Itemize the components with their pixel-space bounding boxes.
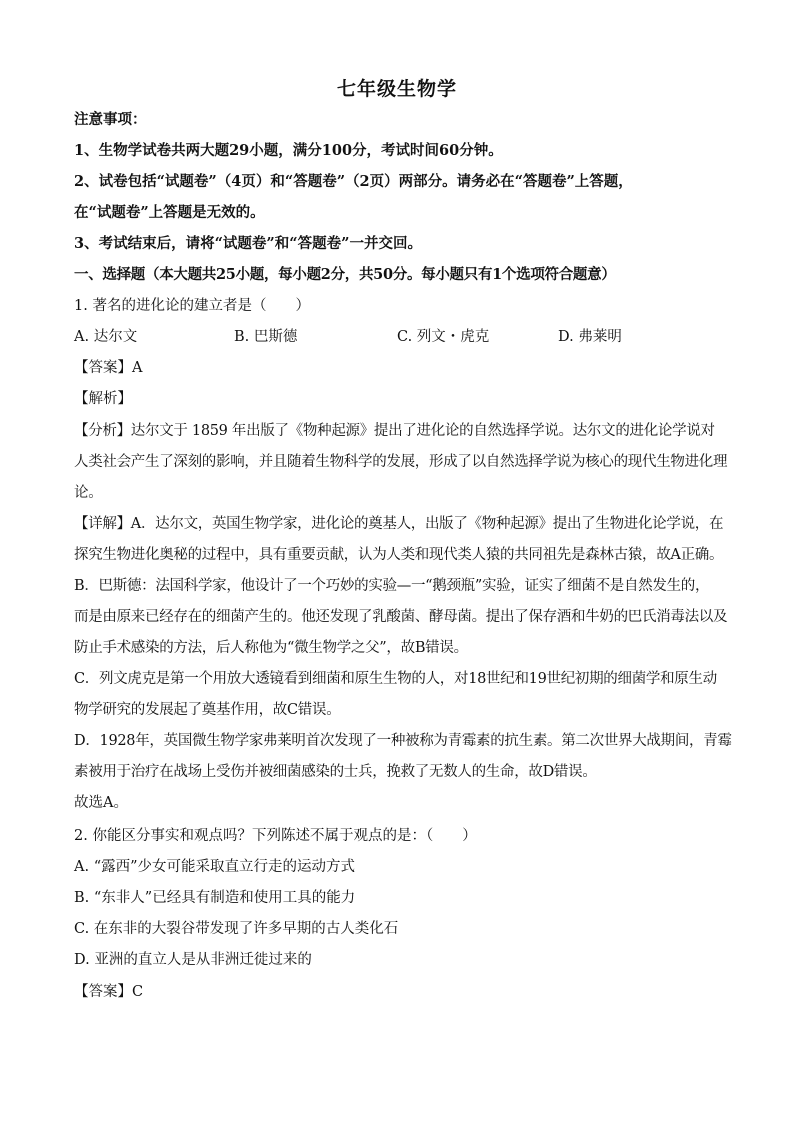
notice-item-2-cont: 在“试题卷”上答题是无效的。 xyxy=(74,204,265,221)
q1-analysis-line: 物学研究的发展起了奠基作用，故C错误。 xyxy=(74,702,341,718)
notice-heading: 注意事项： xyxy=(74,111,147,128)
q1-answer: 【答案】A xyxy=(74,360,143,376)
q1-analysis-line: C．列文虎克是第一个用放大透镜看到细菌和原生生物的人，对18世纪和19世纪初期的细菌学和原生动 xyxy=(74,671,717,687)
q1-analysis-line: D．1928年，英国微生物学家弗莱明首次发现了一种被称为青霉素的抗生素。第二次世界大战期间，青霉 xyxy=(74,733,732,749)
q2-stem: 2. 你能区分事实和观点吗？下列陈述不属于观点的是：（ ） xyxy=(74,828,477,844)
notice-item-3: 3、考试结束后，请将“试题卷”和“答题卷”一并交回。 xyxy=(74,235,422,252)
q1-analysis-line: 【详解】A．达尔文，英国生物学家，进化论的奠基人，出版了《物种起源》提出了生物进化论学说，在 xyxy=(74,516,724,532)
q1-option-b: B. 巴斯德 xyxy=(234,329,298,345)
q2-option-a: A. “露西”少女可能采取直立行走的运动方式 xyxy=(74,859,356,875)
q1-stem: 1. 著名的进化论的建立者是（ ） xyxy=(74,298,310,314)
q1-option-c: C. 列文・虎克 xyxy=(397,329,490,345)
q1-analysis-line: 论。 xyxy=(74,485,103,501)
q1-analysis-line: 【分析】达尔文于 1859 年出版了《物种起源》提出了进化论的自然选择学说。达尔文的进化论学说对 xyxy=(74,423,715,439)
q1-analysis-line: 探究生物进化奥秘的过程中，具有重要贡献，认为人类和现代类人猿的共同祖先是森林古猿，故A正确。 xyxy=(74,547,724,563)
q1-conclusion: 故选A。 xyxy=(74,795,128,811)
q2-option-d: D. 亚洲的直立人是从非洲迁徙过来的 xyxy=(74,952,312,968)
q2-option-c: C. 在东非的大裂谷带发现了许多早期的古人类化石 xyxy=(74,921,399,937)
notice-item-2: 2、试卷包括“试题卷”（4页）和“答题卷”（2页）两部分。请务必在“答题卷”上答题， xyxy=(74,173,633,190)
section-heading: 一、选择题（本大题共25小题，每小题2分，共50分。每小题只有1个选项符合题意） xyxy=(74,266,616,283)
q1-analysis-line: 人类社会产生了深刻的影响，并且随着生物科学的发展，形成了以自然选择学说为核心的现代生物进化理 xyxy=(74,454,728,470)
q1-analysis-label: 【解析】 xyxy=(74,391,132,407)
q2-option-b: B. “东非人”已经具有制造和使用工具的能力 xyxy=(74,890,356,906)
notice-item-1: 1、生物学试卷共两大题29小题，满分100分，考试时间60分钟。 xyxy=(74,142,503,159)
q1-analysis-line: 而是由原来已经存在的细菌产生的。他还发现了乳酸菌、酵母菌。提出了保存酒和牛奶的巴氏消毒法以及 xyxy=(74,609,728,625)
q1-option-a: A. 达尔文 xyxy=(74,329,138,345)
q1-analysis-line: B．巴斯德：法国科学家，他设计了一个巧妙的实验—一“鹅颈瓶”实验，证实了细菌不是自然发生的， xyxy=(74,578,710,594)
q1-option-d: D. 弗莱明 xyxy=(558,329,622,345)
page-title: 七年级生物学 xyxy=(336,78,457,100)
q1-analysis-line: 防止手术感染的方法，后人称他为“微生物学之父”，故B错误。 xyxy=(74,640,468,656)
q1-analysis-line: 素被用于治疗在战场上受伤并被细菌感染的士兵，挽救了无数人的生命，故D错误。 xyxy=(74,764,597,780)
q2-answer: 【答案】C xyxy=(74,984,144,1000)
